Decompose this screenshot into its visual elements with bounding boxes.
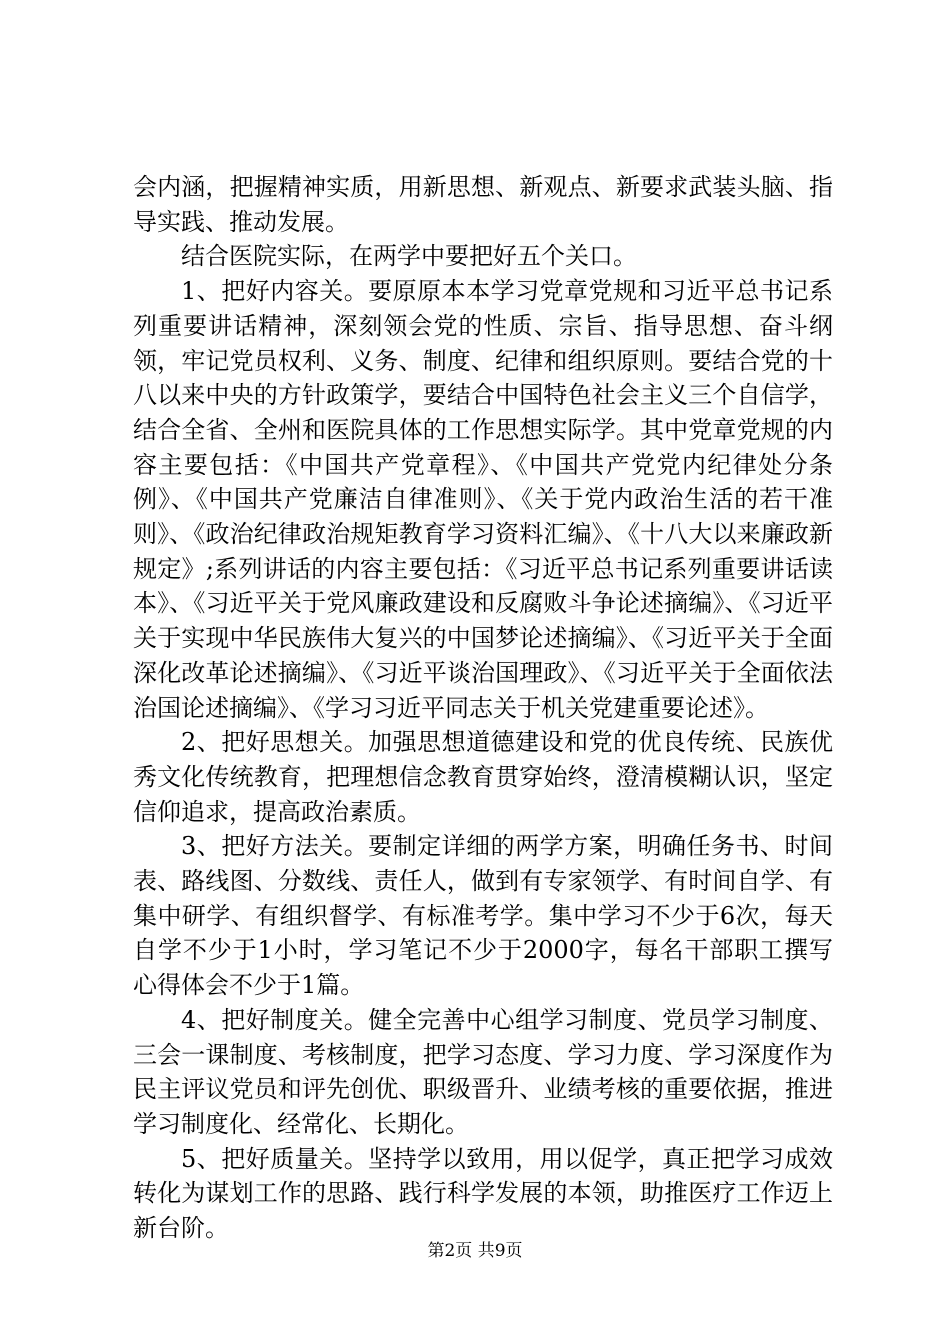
- paragraph-quality-checkpoint: 5、把好质量关。坚持学以致用，用以促学，真正把学习成效转化为谋划工作的思路、践行科学发展的本领，助推医疗工作迈上新台阶。: [133, 1144, 833, 1243]
- paragraph-thought-checkpoint: 2、把好思想关。加强思想道德建设和党的优良传统、民族优秀文化传统教育，把理想信念教育贯穿始终，澄清模糊认识，坚定信仰追求，提高政治素质。: [133, 728, 833, 826]
- paragraph-method-checkpoint: 3、把好方法关。要制定详细的两学方案，明确任务书、时间表、路线图、分数线、责任人，做到有专家领学、有时间自学、有集中研学、有组织督学、有标准考学。集中学习不少于6次，每天自学不少于1小时，学习笔记不少于2000字，每名干部职工撰写心得体会不少于1篇。: [133, 832, 833, 1000]
- paragraph-continuation: 会内涵，把握精神实质，用新思想、新观点、新要求武装头脑、指导实践、推动发展。: [133, 173, 833, 236]
- paragraph-intro: 结合医院实际，在两学中要把好五个关口。: [181, 242, 637, 271]
- paragraph-content-checkpoint: 1、把好内容关。要原原本本学习党章党规和习近平总书记系列重要讲话精神，深刻领会党的性质、宗旨、指导思想、奋斗纲领，牢记党员权利、义务、制度、纪律和组织原则。要结合党的十八以来中央的方针政策学，要结合中国特色社会主义三个自信学，结合全省、全州和医院具体的工作思想实际学。其中党章党规的内容主要包括：《中国共产党章程》、《中国共产党党内纪律处分条例》、《中国共产党廉洁自律准则》、《关于党内政治生活的若干准则》、《政治纪律政治规矩教育学习资料汇编》、《十八大以来廉政新规定》;系列讲话的内容主要包括：《习近平总书记系列重要讲话读本》、《习近平关于党风廉政建设和反腐败斗争论述摘编》、《习近平关于实现中华民族伟大复兴的中国梦论述摘编》、《习近平关于全面深化改革论述摘编》、《习近平谈治国理政》、《习近平关于全面依法治国论述摘编》、《学习习近平同志关于机关党建重要论述》。: [133, 277, 833, 722]
- paragraph-system-checkpoint: 4、把好制度关。健全完善中心组学习制度、党员学习制度、三会一课制度、考核制度，把学习态度、学习力度、学习深度作为民主评议党员和评先创优、职级晋升、业绩考核的重要依据，推进学习制度化、经常化、长期化。: [133, 1005, 833, 1138]
- page-number-footer: 第2页 共9页: [427, 1241, 523, 1261]
- document-body: [133, 170, 833, 1246]
